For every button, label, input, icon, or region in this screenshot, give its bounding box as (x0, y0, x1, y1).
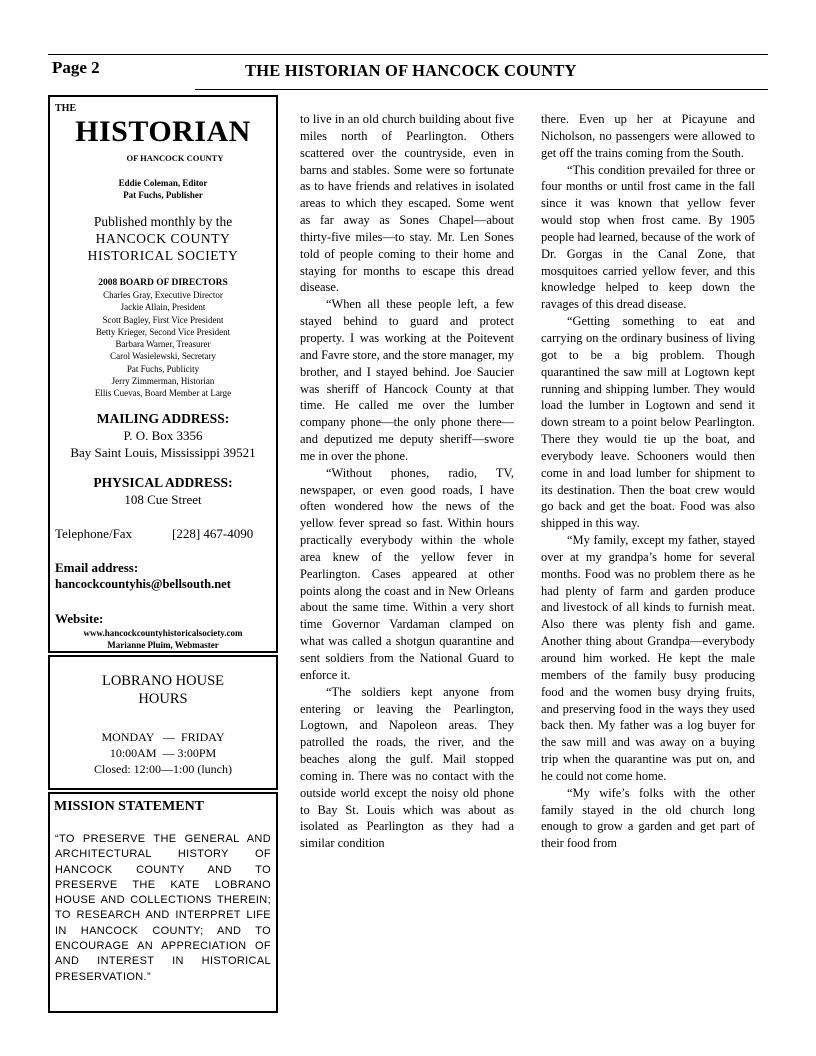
board-list (50, 289, 276, 400)
board-heading: 2008 BOARD OF DIRECTORS (98, 278, 228, 288)
hours-title-line2: HOURS (138, 691, 188, 707)
mission-text: “TO PRESERVE THE GENERAL AND ARCHITECTURAL HISTORY OF HANCOCK COUNTY AND TO PRESERVE THE KATE LOBRANO HOUSE AND COLLECTIONS THEREIN; TO RESEARCH AND INTERPRET LIFE IN HANCOCK COUNTY; AND TO ENCOURAGE AN APPRECIATION OF AND INTEREST IN HISTORICAL PRESERVATION.” (55, 833, 271, 983)
board-member: Jerry Zimmerman, Historian (111, 376, 215, 387)
webmaster-credit: Marianne Pluim, Webmaster (107, 640, 219, 650)
phone-value: [228] 467-4090 (172, 526, 254, 541)
phone-label: Telephone/Fax (55, 526, 133, 541)
board-member: Barbara Warner, Treasurer (115, 339, 211, 350)
physical-address-line1: 108 Cue Street (124, 492, 202, 507)
mailing-address-heading: MAILING ADDRESS: (96, 411, 230, 426)
article-paragraph: “When all these people left, a few stayed behind to guard and protect property. I was working at the Poitevent and Favre store, and the store manager, my brother, and I stayed behind. Joe Saucier was sheriff of Hancock County at that time. He called me over the lumber company phone—the only phone there—and deputized me deputy sheriff—swore me in over the phone. (300, 297, 514, 463)
board-member: Betty Krieger, Second Vice President (95, 326, 231, 337)
website-label: Website: (55, 611, 104, 626)
article-paragraph: there. Even up her at Picayune and Nicholson, no passengers were allowed to get off the trains coming from the South. (541, 112, 755, 160)
hours-days: MONDAY — FRIDAY (101, 730, 225, 744)
mailing-address-line1: P. O. Box 3356 (123, 428, 203, 443)
masthead-rule (195, 89, 768, 90)
top-rule (48, 54, 768, 55)
mission-title: MISSION STATEMENT (54, 799, 205, 814)
article-paragraph: “Getting something to eat and carrying on the ordinary business of living got to be a big problem. Though quarantined the saw mill at Logtown kept running and shipping lumber. They would load the lumber in Logtown and send it down stream to a point below Pearlington. There they would tie up the boat, and everybody leave. Schooners would then come in and load lumber for shipment to its destination. Then the boat crew would go back and get the boat. Food was also shipped in this way. (541, 314, 755, 531)
article-paragraph: “This condition prevailed for three or four months or until frost came in the fall since it was known that yellow fever would stop when frost came. By 1905 people had learned, because of the work of Dr. Gorgas in the Canal Zone, that mosquitoes carried yellow fever, and this knowledge helped to keep down the ravages of this dread disease. (541, 162, 755, 312)
editor-credit: Eddie Coleman, Editor (118, 178, 208, 188)
lobrano-hours-box (48, 655, 278, 790)
published-by: Published monthly by the (93, 214, 233, 229)
society-name-line1: HANCOCK COUNTY (95, 231, 231, 246)
website-link[interactable]: www.hancockcountyhistoricalsociety.com (83, 628, 243, 638)
board-member: Jackie Allain, President (120, 302, 206, 313)
society-name-line2: HISTORICAL SOCIETY (87, 248, 239, 263)
page-number: Page 2 (52, 58, 100, 77)
mailing-address-line2: Bay Saint Louis, Mississippi 39521 (70, 445, 256, 460)
board-member: Pat Fuchs, Publicity (126, 363, 200, 374)
nameplate-subtitle: OF HANCOCK COUNTY (126, 153, 224, 163)
article-column-2 (541, 111, 755, 852)
email-label: Email address: (55, 560, 139, 575)
mission-statement-box (48, 792, 278, 1013)
article-paragraph: to live in an old church building about five miles north of Pearlington. Others scattered over the countryside, even in barns and stables. Some were so fortunate as to have friends and relatives in isolated areas to which they escaped. Some went as far away as Sones Chapel—about thirty-five miles—to stay. Mr. Len Sones told of people coming to their home and staying for months to escape this dread disease. (300, 112, 514, 295)
board-member: Charles Gray, Executive Director (103, 290, 223, 300)
article-paragraph: “The soldiers kept anyone from entering or leaving the Pearlington, Logtown, and Napoleon areas. They patrolled the roads, the river, and the beaches along the gulf. Mail stopped coming in. There was no contact with the outside world except the noisy old phone to Bay St. Louis which was about as isolated as Pearlington as they had a similar condition (300, 684, 514, 851)
article-paragraph: “Without phones, radio, TV, newspaper, or even good roads, I have often wondered how the news of the yellow fever spread so fast. Within hours practically everybody within the whole area knew of the yellow fever in Pearlington. Cases appeared at other points along the coast and in New Orleans about the same time. Within a very short time Governor Vardaman clamped on what was called a shotgun quarantine and sent soldiers from the National Guard to enforce it. (300, 465, 514, 682)
article-paragraph: “My wife’s folks with the other family stayed in the old church long enough to grow a garden and get part of their food from (541, 785, 755, 851)
hours-times: 10:00AM — 3:00PM (109, 746, 217, 760)
board-member: Scott Bagley, First Vice President (102, 314, 224, 325)
physical-address-heading: PHYSICAL ADDRESS: (93, 475, 233, 490)
hours-title-line1: LOBRANO HOUSE (101, 673, 225, 689)
article-paragraph: “My family, except my father, stayed over at my grandpa’s home for several months. Food was no problem there as he had plenty of farm and garden produce and livestock of all kinds to furnish meat. Also there was plenty fish and game. Another thing about Grandpa—everybody around him worked. He kept the male members of the family busy producing food and the women busy drying fruits, and preserving food in the ways they used back then. My father was a log buyer for the saw mill and was away on a buying trip when the quarantine was put on, and he could not come home. (541, 533, 755, 783)
publisher-credit: Pat Fuchs, Publisher (123, 190, 203, 200)
board-member: Ellis Cuevas, Board Member at Large (94, 388, 232, 399)
board-member: Carol Wasielewski, Secretary (110, 351, 216, 362)
masthead-title: THE HISTORIAN OF HANCOCK COUNTY (245, 61, 577, 80)
nameplate-title: HISTORIAN (75, 115, 251, 148)
nameplate-the: THE (55, 103, 77, 114)
publication-info-box (48, 95, 278, 653)
email-value[interactable]: hancockcountyhis@bellsouth.net (55, 577, 231, 591)
hours-closed: Closed: 12:00—1:00 (lunch) (94, 762, 232, 776)
article-column-1 (300, 111, 514, 852)
